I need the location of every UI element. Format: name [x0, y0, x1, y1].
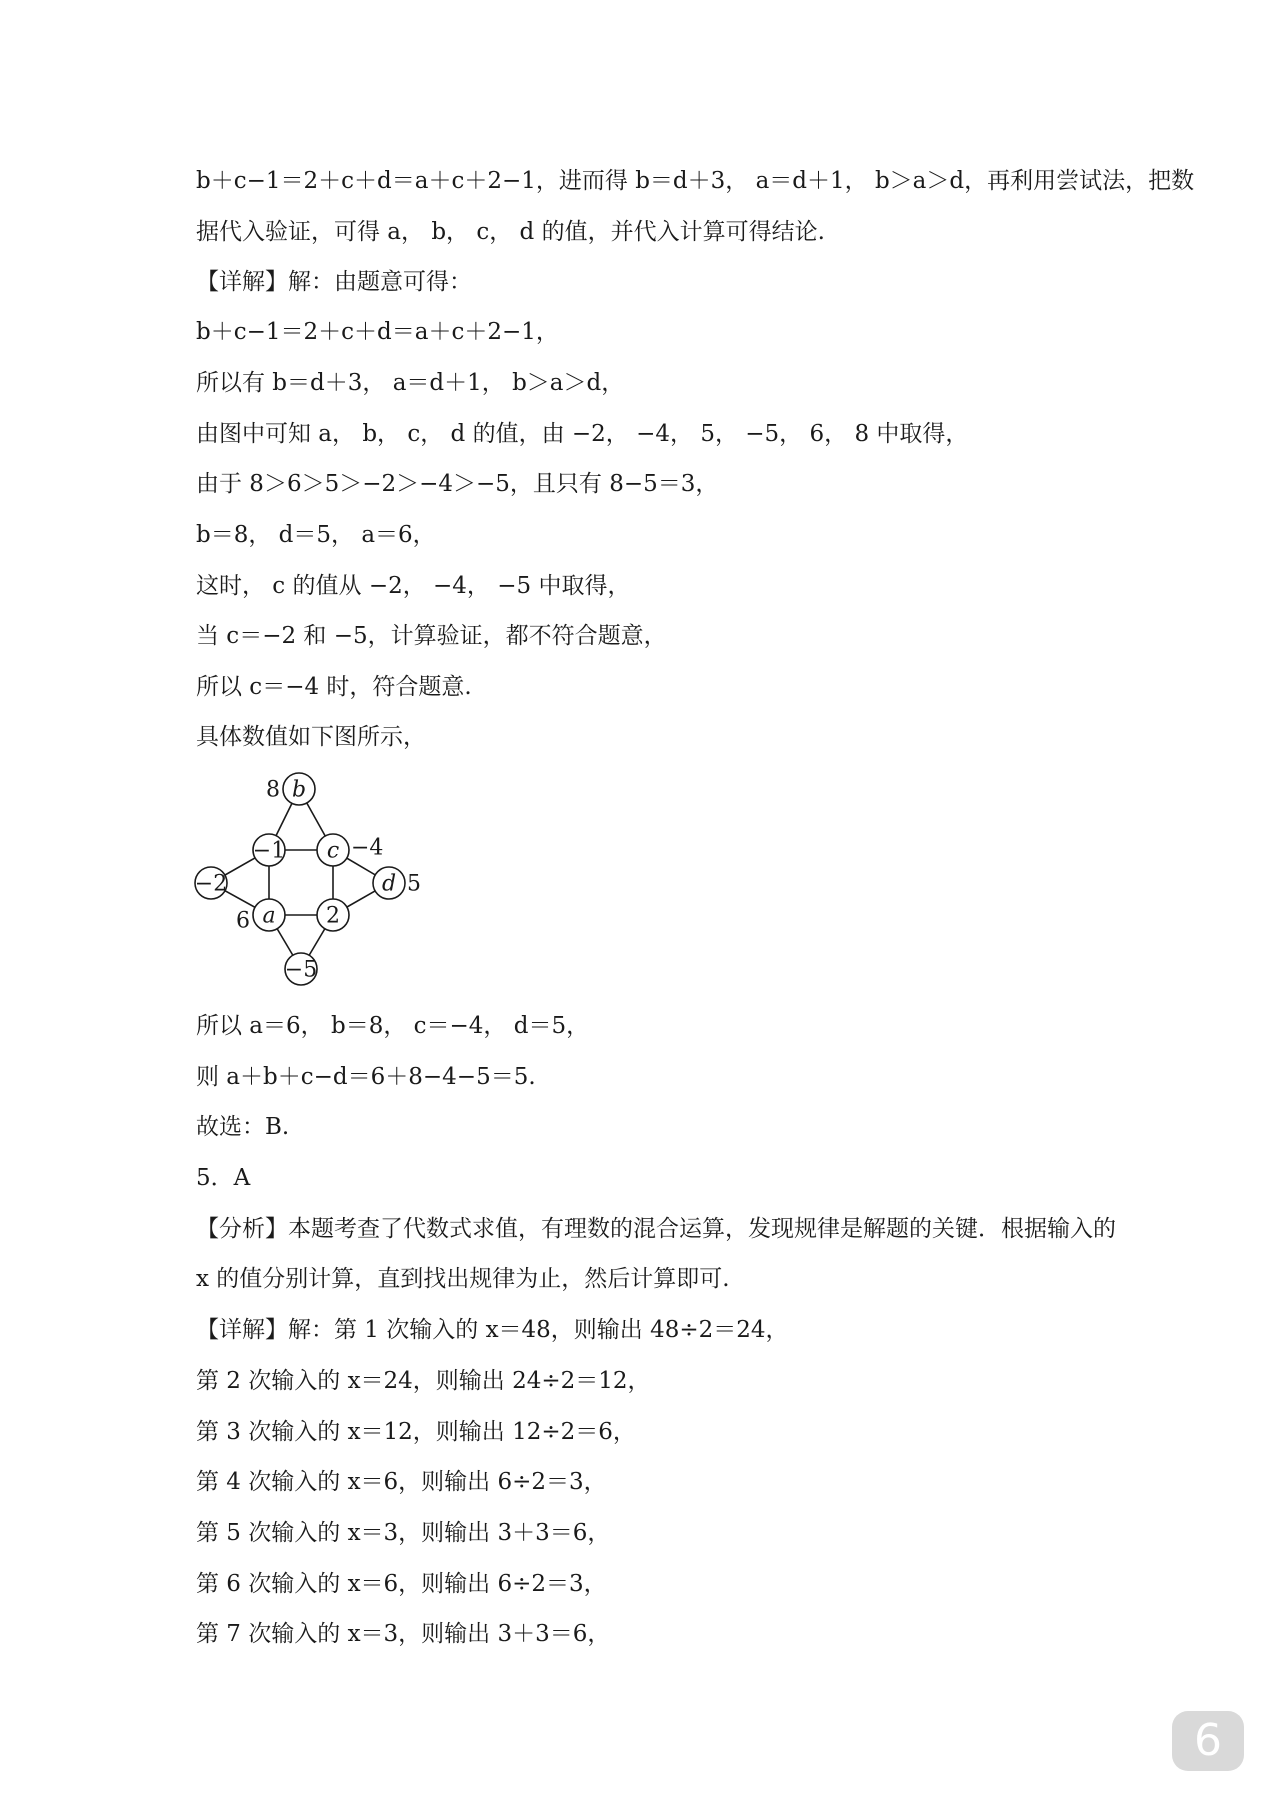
text-line: 第 6 次输入的 x＝6，则输出 6÷2＝3，: [196, 1571, 607, 1597]
text-line: b＋c−1＝2＋c＋d＝a＋c＋2−1，: [196, 319, 559, 345]
label-c-value: −4: [351, 835, 384, 861]
node-b-text: b: [291, 777, 307, 803]
text-line: b＝8， d＝5， a＝6，: [196, 522, 436, 548]
node-c-text: c: [326, 838, 340, 864]
node-minus5-text: −5: [284, 957, 318, 983]
text-line: 第 5 次输入的 x＝3，则输出 3＋3＝6，: [196, 1520, 611, 1546]
text-line: 【详解】解：由题意可得：: [196, 269, 472, 295]
text-line: 所以有 b＝d＋3， a＝d＋1， b＞a＞d，: [196, 370, 625, 396]
node-minus1-text: −1: [252, 838, 286, 864]
text-line: 【分析】本题考查了代数式求值，有理数的混合运算，发现规律是解题的关键．根据输入的: [196, 1216, 1116, 1242]
text-line: 则 a＋b＋c−d＝6＋8−4−5＝5.: [196, 1064, 536, 1090]
text-line: 由图中可知 a， b， c， d 的值，由 −2， −4， 5， −5， 6， 8 中取得，: [196, 421, 969, 447]
text-line: 第 2 次输入的 x＝24，则输出 24÷2＝12，: [196, 1368, 651, 1394]
number-diagram: [190, 768, 450, 1000]
text-line: 第 4 次输入的 x＝6，则输出 6÷2＝3，: [196, 1469, 607, 1495]
node-minus2-text: −2: [194, 871, 228, 897]
node-d-text: d: [381, 871, 397, 897]
text-line: 所以 a＝6， b＝8， c＝−4， d＝5，: [196, 1013, 590, 1039]
page-number-badge: 6: [1172, 1711, 1244, 1771]
text-line: 据代入验证，可得 a， b， c， d 的值，并代入计算可得结论.: [196, 219, 825, 245]
text-line: 【详解】解：第 1 次输入的 x＝48，则输出 48÷2＝24，: [196, 1317, 789, 1343]
text-line: x 的值分别计算，直到找出规律为止，然后计算即可.: [196, 1266, 730, 1292]
text-line: b＋c−1＝2＋c＋d＝a＋c＋2−1，进而得 b＝d＋3， a＝d＋1， b＞a＞d，再利用尝试法，把数: [196, 168, 1195, 194]
text-line: 5．A: [196, 1165, 251, 1191]
label-d-value: 5: [407, 871, 421, 897]
node-2-text: 2: [326, 903, 340, 929]
text-line: 第 3 次输入的 x＝12，则输出 12÷2＝6，: [196, 1419, 636, 1445]
text-line: 由于 8＞6＞5＞−2＞−4＞−5，且只有 8−5＝3，: [196, 471, 719, 497]
label-b-value: 8: [266, 777, 280, 803]
label-a-value: 6: [236, 908, 250, 934]
text-line: 当 c＝−2 和 −5，计算验证，都不符合题意，: [196, 623, 667, 649]
text-line: 故选：B.: [196, 1114, 290, 1140]
text-line: 这时， c 的值从 −2， −4， −5 中取得，: [196, 573, 631, 599]
text-line: 第 7 次输入的 x＝3，则输出 3＋3＝6，: [196, 1621, 611, 1647]
node-a-text: a: [262, 903, 276, 929]
text-line: 具体数值如下图所示，: [196, 724, 426, 750]
text-line: 所以 c＝−4 时，符合题意.: [196, 674, 472, 700]
